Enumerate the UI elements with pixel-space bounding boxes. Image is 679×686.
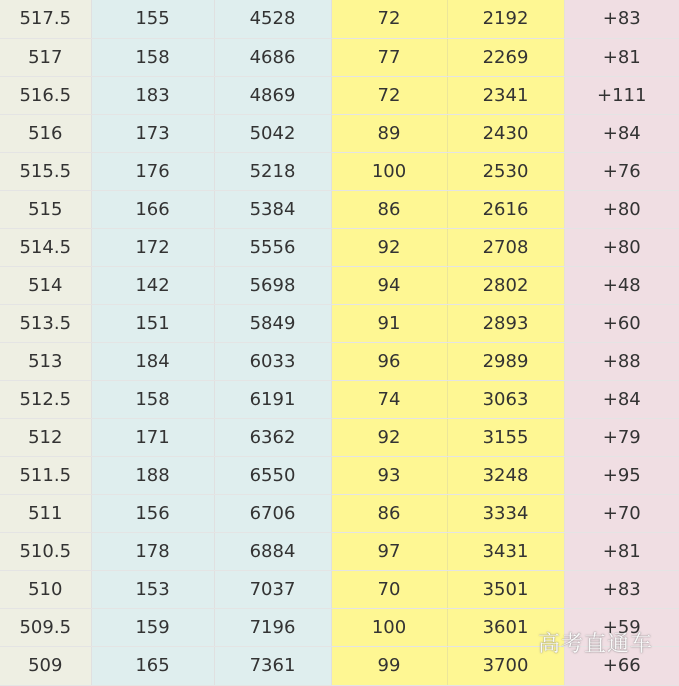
table-row [0,38,679,76]
difference-cell: +79 [564,418,679,456]
cumulative-cell: 6033 [214,342,331,380]
cumulative-cell: 5698 [214,266,331,304]
difference-cell: +111 [564,76,679,114]
cumulative-cell-alt: 2341 [447,76,564,114]
score-cell: 511 [0,494,91,532]
count-cell: 166 [91,190,214,228]
table-row [0,304,679,342]
table-row [0,152,679,190]
count-cell: 178 [91,532,214,570]
cumulative-cell-alt: 3334 [447,494,564,532]
count-cell-alt: 97 [331,532,447,570]
difference-cell: +88 [564,342,679,380]
count-cell: 153 [91,570,214,608]
count-cell: 155 [91,0,214,38]
count-cell: 172 [91,228,214,266]
cumulative-cell: 7196 [214,608,331,646]
cumulative-cell-alt: 3700 [447,646,564,685]
cumulative-cell: 5042 [214,114,331,152]
table-row [0,114,679,152]
score-cell: 512 [0,418,91,456]
count-cell-alt: 70 [331,570,447,608]
cumulative-cell: 6706 [214,494,331,532]
count-cell-alt: 99 [331,646,447,685]
count-cell-alt: 74 [331,380,447,418]
count-cell-alt: 93 [331,456,447,494]
cumulative-cell: 7361 [214,646,331,685]
score-cell: 509 [0,646,91,685]
score-cell: 511.5 [0,456,91,494]
cumulative-cell-alt: 3248 [447,456,564,494]
score-cell: 510.5 [0,532,91,570]
cumulative-cell: 5218 [214,152,331,190]
score-cell: 513 [0,342,91,380]
count-cell-alt: 92 [331,228,447,266]
cumulative-cell-alt: 2893 [447,304,564,342]
cumulative-cell-alt: 3155 [447,418,564,456]
table-row [0,190,679,228]
table-row [0,418,679,456]
score-cell: 509.5 [0,608,91,646]
table-row [0,0,679,38]
count-cell: 183 [91,76,214,114]
table-row [0,532,679,570]
score-cell: 513.5 [0,304,91,342]
score-cell: 517 [0,38,91,76]
difference-cell: +95 [564,456,679,494]
count-cell-alt: 86 [331,494,447,532]
count-cell: 156 [91,494,214,532]
watermark: 高考直通车 [537,632,653,657]
count-cell-alt: 92 [331,418,447,456]
table-row [0,76,679,114]
count-cell: 171 [91,418,214,456]
cumulative-cell: 6550 [214,456,331,494]
table-row [0,380,679,418]
difference-cell: +76 [564,152,679,190]
table-row [0,494,679,532]
count-cell-alt: 77 [331,38,447,76]
cumulative-cell: 5384 [214,190,331,228]
cumulative-cell-alt: 2708 [447,228,564,266]
score-cell: 512.5 [0,380,91,418]
difference-cell: +81 [564,532,679,570]
cumulative-cell-alt: 2989 [447,342,564,380]
count-cell: 158 [91,380,214,418]
difference-cell: +80 [564,228,679,266]
cumulative-cell-alt: 2430 [447,114,564,152]
cumulative-cell: 5556 [214,228,331,266]
table-row [0,570,679,608]
count-cell: 173 [91,114,214,152]
cumulative-cell-alt: 2616 [447,190,564,228]
cumulative-cell: 5849 [214,304,331,342]
cumulative-cell-alt: 2802 [447,266,564,304]
difference-cell: +80 [564,190,679,228]
cumulative-cell-alt: 3063 [447,380,564,418]
count-cell: 142 [91,266,214,304]
count-cell-alt: 86 [331,190,447,228]
score-cell: 515.5 [0,152,91,190]
cumulative-cell-alt: 3501 [447,570,564,608]
cumulative-cell: 4528 [214,0,331,38]
count-cell: 159 [91,608,214,646]
count-cell: 184 [91,342,214,380]
cumulative-cell-alt: 2192 [447,0,564,38]
count-cell: 151 [91,304,214,342]
difference-cell: +60 [564,304,679,342]
count-cell-alt: 72 [331,76,447,114]
score-cell: 514.5 [0,228,91,266]
table-row [0,266,679,304]
count-cell: 188 [91,456,214,494]
cumulative-cell-alt: 2269 [447,38,564,76]
difference-cell: +84 [564,114,679,152]
count-cell-alt: 100 [331,152,447,190]
cumulative-cell: 6884 [214,532,331,570]
cumulative-cell-alt: 3431 [447,532,564,570]
difference-cell: +48 [564,266,679,304]
score-cell: 514 [0,266,91,304]
count-cell-alt: 96 [331,342,447,380]
difference-cell: +83 [564,570,679,608]
count-cell-alt: 100 [331,608,447,646]
score-cell: 516 [0,114,91,152]
cumulative-cell-alt: 3601 [447,608,564,646]
count-cell-alt: 94 [331,266,447,304]
count-cell-alt: 72 [331,0,447,38]
cumulative-cell: 4686 [214,38,331,76]
cumulative-cell: 4869 [214,76,331,114]
score-cell: 516.5 [0,76,91,114]
table-row [0,228,679,266]
score-cell: 510 [0,570,91,608]
difference-cell: +83 [564,0,679,38]
score-cell: 515 [0,190,91,228]
cumulative-cell: 7037 [214,570,331,608]
count-cell-alt: 91 [331,304,447,342]
table-row [0,456,679,494]
difference-cell: +81 [564,38,679,76]
score-cell: 517.5 [0,0,91,38]
difference-cell: +66 [564,646,679,685]
count-cell: 158 [91,38,214,76]
difference-cell: +84 [564,380,679,418]
difference-cell: +59 [564,608,679,646]
table-row [0,342,679,380]
cumulative-cell-alt: 2530 [447,152,564,190]
count-cell-alt: 89 [331,114,447,152]
cumulative-cell: 6191 [214,380,331,418]
count-cell: 176 [91,152,214,190]
difference-cell: +70 [564,494,679,532]
count-cell: 165 [91,646,214,685]
cumulative-cell: 6362 [214,418,331,456]
